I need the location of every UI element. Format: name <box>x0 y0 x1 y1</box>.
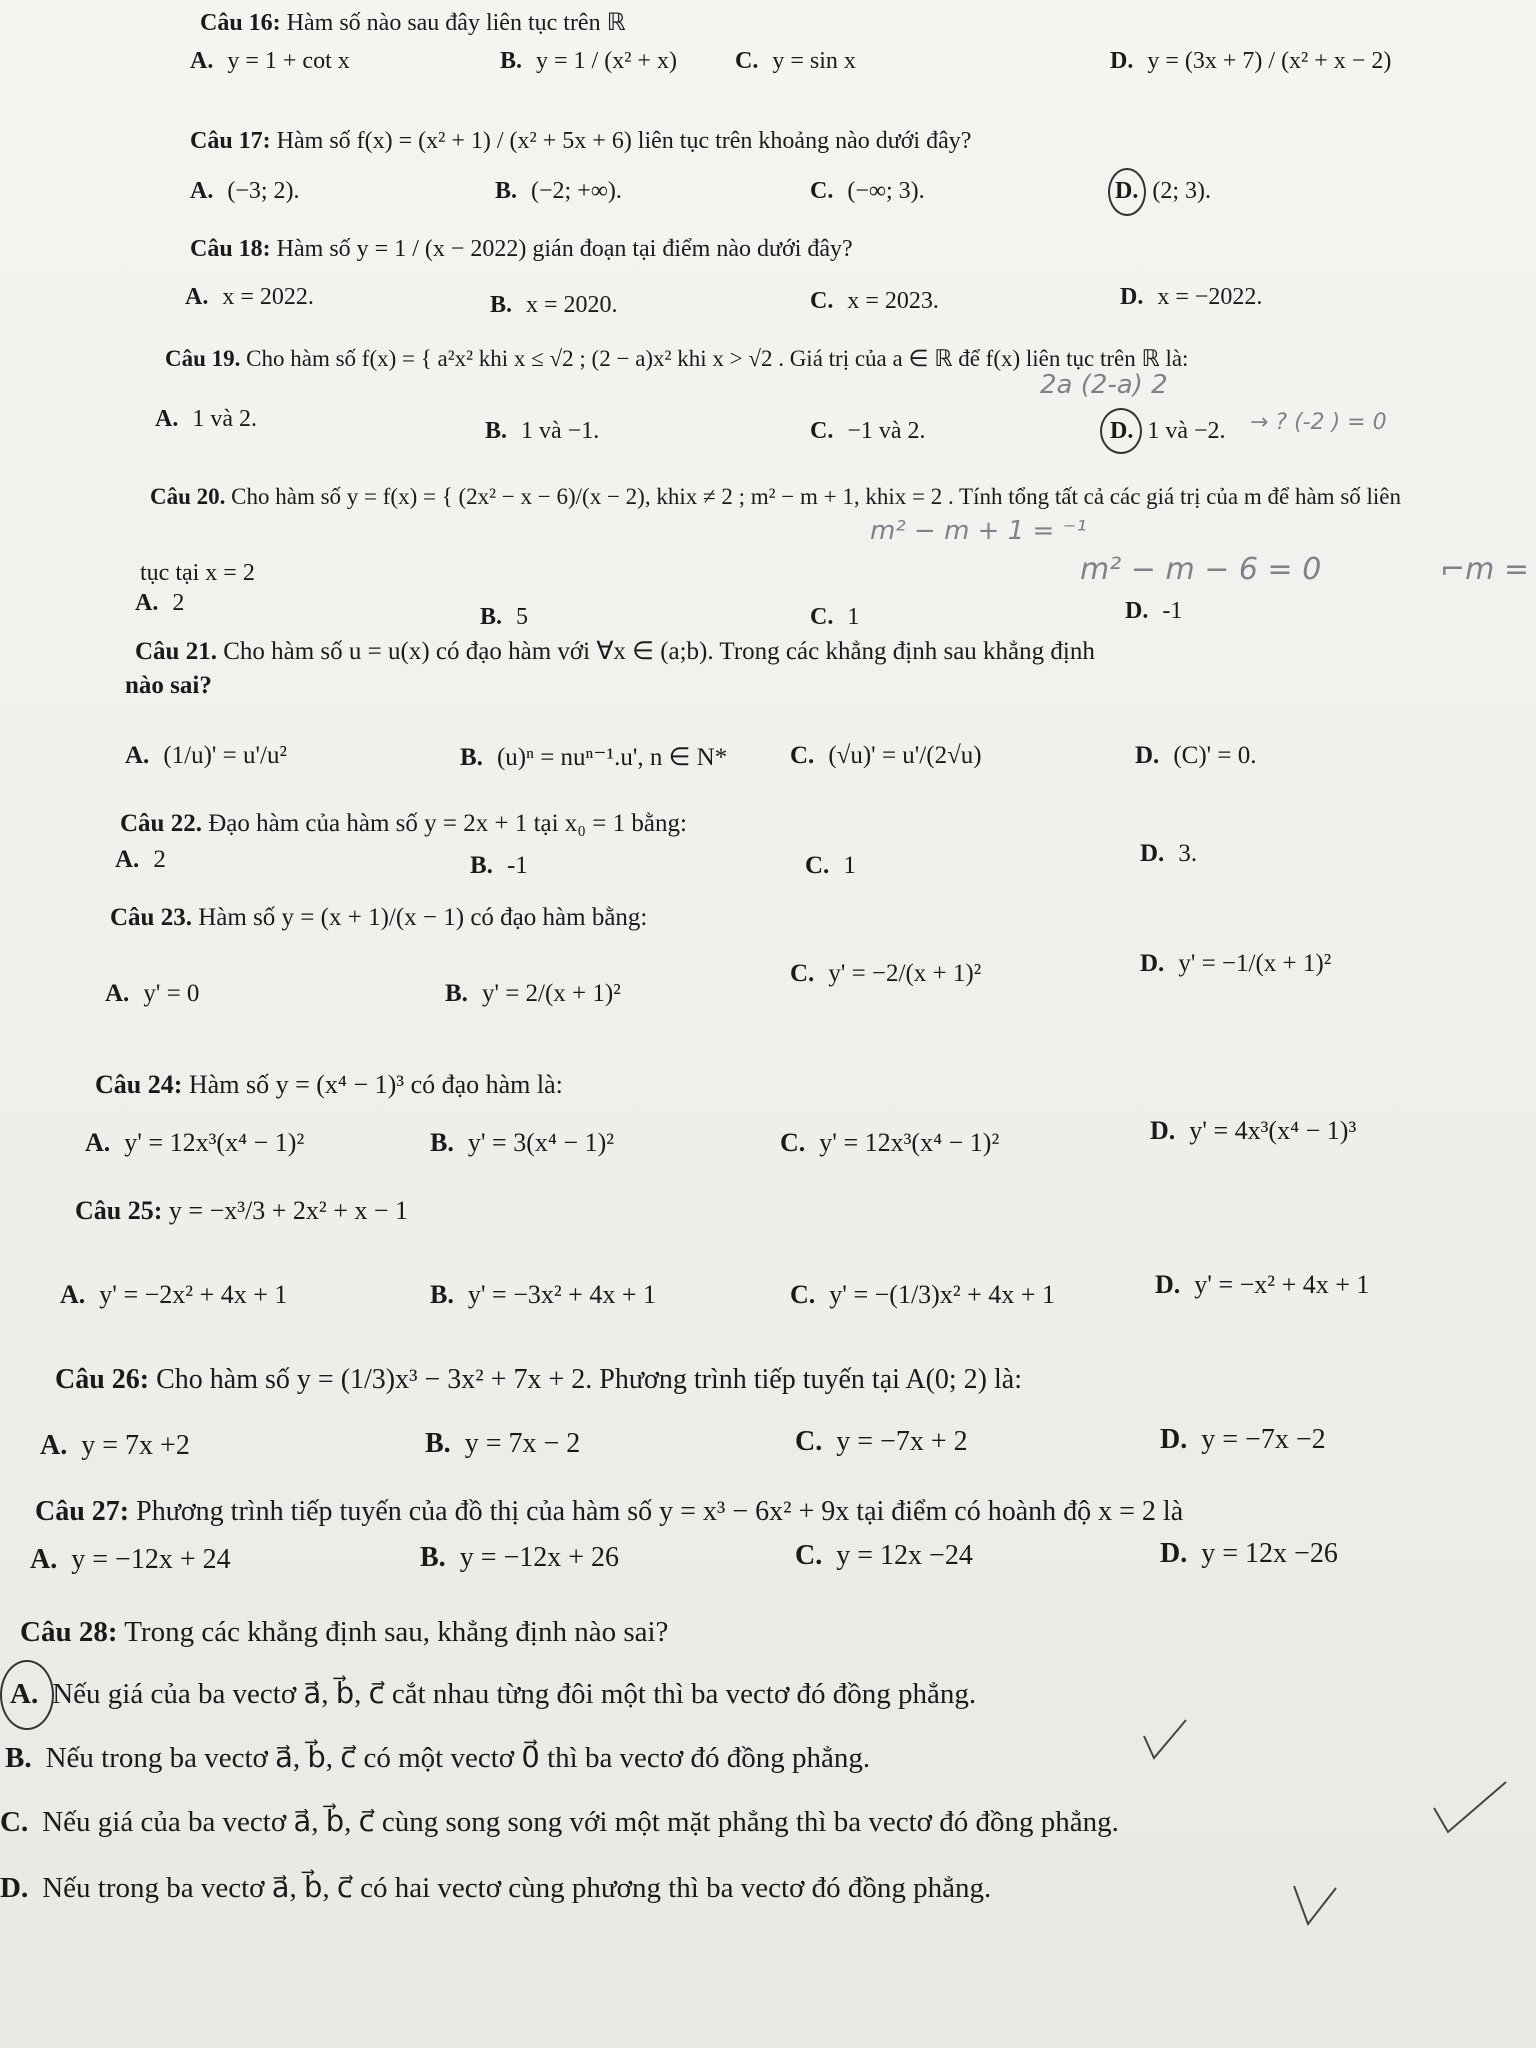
q16-option-d: D. y = (3x + 7) / (x² + x − 2) <box>1110 48 1392 74</box>
q21-option-d: D. (C)' = 0. <box>1135 742 1257 769</box>
q28-option-b: B. Nếu trong ba vectơ a⃗, b⃗, c⃗ có một vectơ 0⃗ thì ba vectơ đó đồng phẳng. <box>5 1742 871 1774</box>
q21-option-a: A. (1/u)' = u'/u² <box>125 742 287 769</box>
q25-option-a: A. y' = −2x² + 4x + 1 <box>60 1280 288 1309</box>
q20-option-c: C. 1 <box>810 604 860 630</box>
q17-option-b: B. (−2; +∞). <box>495 178 622 204</box>
q20-handwritten-note: m² − m + 1 = ⁻¹ <box>870 516 1087 546</box>
q17-option-c: C. (−∞; 3). <box>810 178 925 204</box>
q25-option-d: D. y' = −x² + 4x + 1 <box>1155 1270 1370 1299</box>
q24-option-b: B. y' = 3(x⁴ − 1)² <box>430 1128 615 1157</box>
q17-option-d: D. (2; 3). <box>1115 178 1211 204</box>
q18-option-d: D. x = −2022. <box>1120 284 1263 310</box>
q26-stem: Câu 26: Cho hàm số y = (1/3)x³ − 3x² + 7x + 2. Phương trình tiếp tuyến tại A(0; 2) là: <box>55 1364 1022 1395</box>
q18-stem: Câu 18: Hàm số y = 1 / (x − 2022) gián đoạn tại điểm nào dưới đây? <box>190 236 853 262</box>
q19-answer-circle <box>1100 408 1142 454</box>
check-mark-b-icon <box>1140 1716 1190 1766</box>
q19-handwritten-note-2: → ? (-2 ) = 0 <box>1250 410 1387 435</box>
q20-stem: Câu 20. Cho hàm số y = f(x) = { (2x² − x − 6)/(x − 2), khix ≠ 2 ; m² − m + 1, khix = 2 . Tính tổng tất cả các giá trị của m để hàm số liên <box>150 484 1402 509</box>
q20-stem-continued: tục tại x = 2 <box>140 560 255 586</box>
q20-option-b: B. 5 <box>480 604 529 630</box>
q25-stem: Câu 25: y = −x³/3 + 2x² + x − 1 <box>75 1196 409 1225</box>
q22-option-a: A. 2 <box>115 846 166 873</box>
q22-option-c: C. 1 <box>805 852 856 879</box>
q27-option-c: C. y = 12x −24 <box>795 1540 973 1571</box>
q19-stem: Câu 19. Cho hàm số f(x) = { a²x² khi x ≤ √2 ; (2 − a)x² khi x > √2 . Giá trị của a ∈ ℝ để f(x) liên tục trên ℝ là: <box>165 346 1189 371</box>
q23-option-c: C. y' = −2/(x + 1)² <box>790 960 982 987</box>
check-mark-c-icon <box>1430 1778 1510 1838</box>
q28-answer-circle <box>0 1660 54 1730</box>
q26-option-a: A. y = 7x +2 <box>40 1430 190 1461</box>
q22-option-d: D. 3. <box>1140 840 1198 867</box>
q17-stem: Câu 17: Hàm số f(x) = (x² + 1) / (x² + 5x + 6) liên tục trên khoảng nào dưới đây? <box>190 128 972 154</box>
q28-option-a: A. Nếu giá của ba vectơ a⃗, b⃗, c⃗ cắt nhau từng đôi một thì ba vectơ đó đồng phẳng. <box>10 1678 977 1710</box>
q26-option-c: C. y = −7x + 2 <box>795 1426 968 1457</box>
q19-option-b: B. 1 và −1. <box>485 418 600 444</box>
q20-handwritten-note-2: m² − m − 6 = 0 <box>1080 552 1322 587</box>
q25-option-b: B. y' = −3x² + 4x + 1 <box>430 1280 656 1309</box>
q21-stem-continued: nào sai? <box>125 672 212 699</box>
q17-answer-circle <box>1108 168 1146 216</box>
q25-option-c: C. y' = −(1/3)x² + 4x + 1 <box>790 1280 1055 1309</box>
q26-option-d: D. y = −7x −2 <box>1160 1424 1326 1455</box>
q24-stem: Câu 24: Hàm số y = (x⁴ − 1)³ có đạo hàm là: <box>95 1070 563 1099</box>
q16-option-a: A. y = 1 + cot x <box>190 48 350 74</box>
q16-stem: Câu 16: Hàm số nào sau đây liên tục trên ℝ <box>200 10 626 36</box>
q23-option-b: B. y' = 2/(x + 1)² <box>445 980 621 1007</box>
q26-option-b: B. y = 7x − 2 <box>425 1428 581 1459</box>
q22-stem: Câu 22. Đạo hàm của hàm số y = 2x + 1 tại x₀ = 1 bằng: <box>120 810 687 837</box>
q23-stem: Câu 23. Hàm số y = (x + 1)/(x − 1) có đạo hàm bằng: <box>110 904 648 931</box>
q28-option-c: C. Nếu giá của ba vectơ a⃗, b⃗, c⃗ cùng song song với một mặt phẳng thì ba vectơ đó đồng phẳng. <box>0 1806 1119 1838</box>
q28-stem: Câu 28: Trong các khẳng định sau, khẳng định nào sai? <box>20 1616 669 1648</box>
q18-option-c: C. x = 2023. <box>810 288 939 314</box>
q18-option-b: B. x = 2020. <box>490 292 618 318</box>
q24-option-d: D. y' = 4x³(x⁴ − 1)³ <box>1150 1116 1357 1145</box>
q21-option-b: B. (u)ⁿ = nuⁿ⁻¹.u', n ∈ N* <box>460 744 728 771</box>
q23-option-a: A. y' = 0 <box>105 980 200 1007</box>
q20-option-a: A. 2 <box>135 590 185 616</box>
q19-option-a: A. 1 và 2. <box>155 406 257 432</box>
q20-handwritten-note-3: ⌐m = <box>1440 552 1530 587</box>
q16-option-c: C. y = sin x <box>735 48 856 74</box>
q23-option-d: D. y' = −1/(x + 1)² <box>1140 950 1332 977</box>
q19-option-c: C. −1 và 2. <box>810 418 926 444</box>
q22-option-b: B. -1 <box>470 852 528 879</box>
q19-handwritten-note: 2a (2-a) 2 <box>1040 370 1168 400</box>
q17-option-a: A. (−3; 2). <box>190 178 300 204</box>
q21-stem: Câu 21. Cho hàm số u = u(x) có đạo hàm với ∀x ∈ (a;b). Trong các khẳng định sau khẳng định <box>135 638 1095 665</box>
q27-option-b: B. y = −12x + 26 <box>420 1542 620 1573</box>
q21-option-c: C. (√u)' = u'/(2√u) <box>790 742 982 769</box>
q27-option-d: D. y = 12x −26 <box>1160 1538 1338 1569</box>
q28-option-d: D. Nếu trong ba vectơ a⃗, b⃗, c⃗ có hai vectơ cùng phương thì ba vectơ đó đồng phẳng. <box>0 1872 992 1904</box>
q20-option-d: D. -1 <box>1125 598 1183 624</box>
q27-stem: Câu 27: Phương trình tiếp tuyến của đồ thị của hàm số y = x³ − 6x² + 9x tại điểm có hoành độ x = 2 là <box>35 1496 1184 1527</box>
q16-option-b: B. y = 1 / (x² + x) <box>500 48 677 74</box>
check-mark-d-icon <box>1290 1880 1340 1930</box>
q18-option-a: A. x = 2022. <box>185 284 314 310</box>
q24-option-c: C. y' = 12x³(x⁴ − 1)² <box>780 1128 1000 1157</box>
q19-option-d: D. 1 và −2. <box>1110 418 1226 444</box>
q27-option-a: A. y = −12x + 24 <box>30 1544 231 1575</box>
q24-option-a: A. y' = 12x³(x⁴ − 1)² <box>85 1128 305 1157</box>
